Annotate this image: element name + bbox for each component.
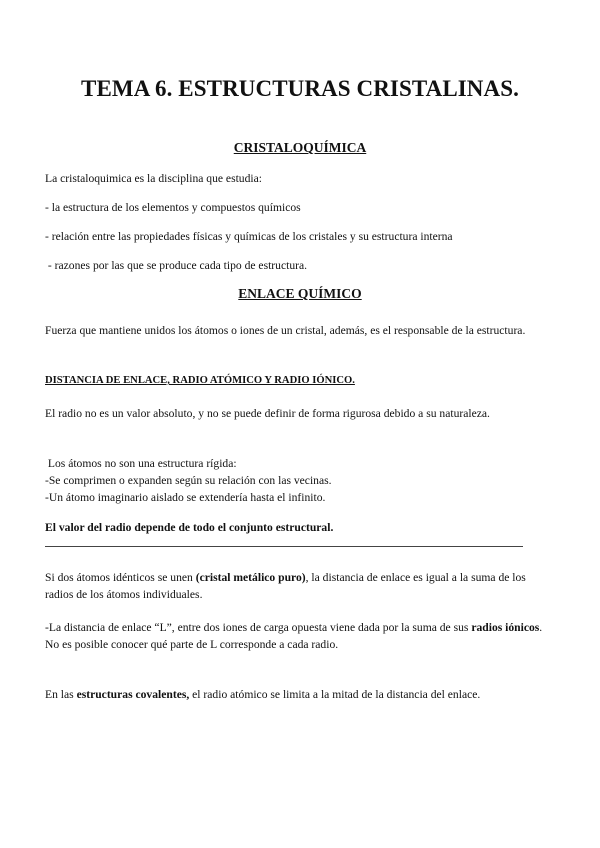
ionic-paragraph [45, 619, 555, 653]
text-span: el radio atómico se limita a la mitad de la distancia del enlace. [189, 688, 481, 701]
section-heading-enlace-quimico: ENLACE QUÍMICO [238, 286, 362, 301]
bold-term: (cristal metálico puro) [195, 571, 306, 584]
bold-term: estructuras covalentes, [76, 688, 190, 701]
list-item: - razones por las que se produce cada tipo de estructura. [45, 259, 308, 272]
list-item: - la estructura de los elementos y compuestos químicos [45, 201, 301, 214]
list-item: Los átomos no son una estructura rígida: [45, 457, 237, 470]
bold-statement: El valor del radio depende de todo el conjunto estructural. [45, 521, 334, 534]
text-span: En las [45, 688, 77, 701]
enlace-definition: Fuerza que mantiene unidos los átomos o iones de un cristal, además, es el responsable de la estructura. [45, 324, 526, 337]
text-span: , la distancia de enlace es igual a la suma de los radios de los átomos individuales. [45, 571, 526, 601]
text-span: . No es posible conocer qué parte de L corresponde a cada radio. [45, 621, 543, 651]
text-span: Si dos átomos idénticos se unen [45, 571, 196, 584]
horizontal-divider [45, 546, 523, 547]
bold-term: radios iónicos [471, 621, 540, 634]
text-span: -La distancia de enlace “L”, entre dos iones de carga opuesta viene dada por la suma de sus [45, 621, 472, 634]
list-item: - relación entre las propiedades físicas y químicas de los cristales y su estructura interna [45, 230, 453, 243]
section-heading-cristaloquimica: CRISTALOQUÍMICA [233, 140, 367, 155]
page-title: TEMA 6. ESTRUCTURAS CRISTALINAS. [81, 76, 519, 101]
atom-properties-list [45, 455, 555, 506]
metallic-paragraph [45, 569, 555, 603]
list-item: -Un átomo imaginario aislado se extendería hasta el infinito. [45, 491, 326, 504]
intro-paragraph: La cristaloquimica es la disciplina que estudia: [45, 172, 262, 185]
radio-paragraph: El radio no es un valor absoluto, y no se puede definir de forma rigurosa debido a su naturaleza. [45, 407, 490, 420]
subsection-heading-distancia: DISTANCIA DE ENLACE, RADIO ATÓMICO Y RADIO IÓNICO. [45, 375, 355, 386]
list-item: -Se comprimen o expanden según su relación con las vecinas. [45, 474, 332, 487]
covalent-paragraph [45, 686, 555, 703]
